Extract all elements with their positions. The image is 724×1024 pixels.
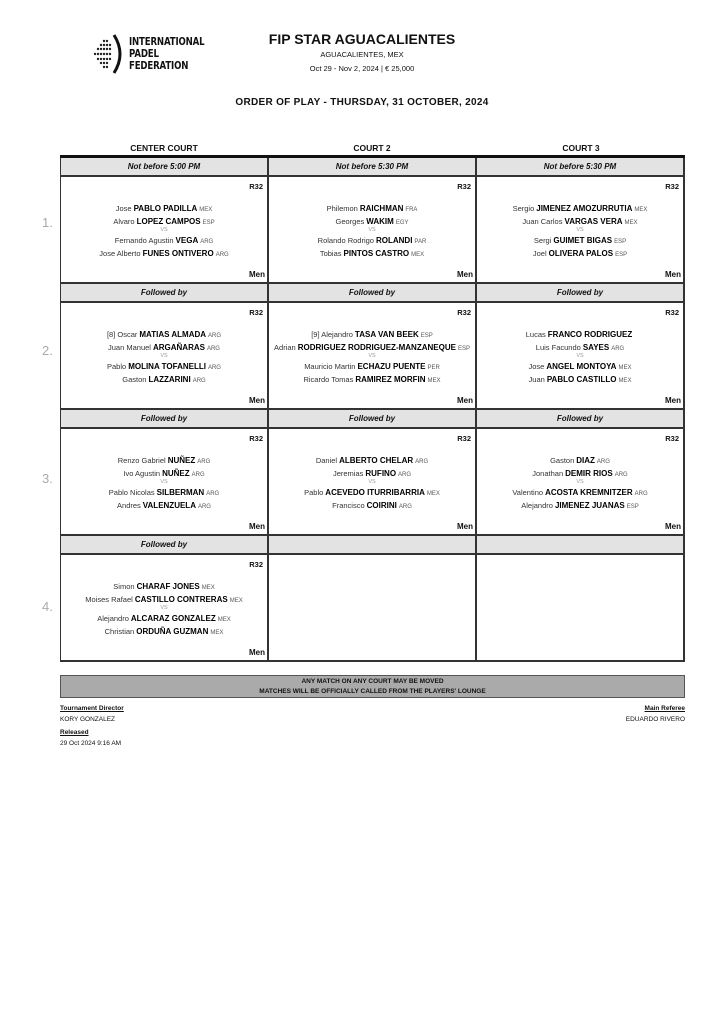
player-last-name: JIMENEZ JUANAS (554, 501, 625, 510)
player-nation: ARG (208, 333, 222, 339)
player (265, 203, 479, 214)
match-body (477, 555, 683, 662)
player-last-name: OLIVERA PALOS (548, 249, 614, 258)
player-first-name: Juan Carlos (522, 217, 563, 226)
tournament-title: FIP STAR AGUACALIENTES (268, 31, 456, 47)
player (473, 468, 687, 479)
match-cell (269, 158, 477, 284)
player-first-name: Jose (528, 362, 545, 371)
player-last-name: FUNES ONTIVERO (142, 249, 214, 258)
player-first-name: Adrian (274, 343, 296, 352)
tournament-location: AGUACALIENTES, MEX (320, 50, 404, 59)
player-nation: ARG (398, 504, 412, 510)
player-first-name: Juan Manuel (108, 343, 151, 352)
player-last-name: NUÑEZ (167, 456, 196, 465)
round-label: R32 (665, 182, 679, 191)
match-body (61, 177, 267, 284)
match-time (477, 536, 683, 555)
player-first-name: Pablo (304, 488, 324, 497)
player-nation: ARG (215, 252, 229, 258)
player (473, 235, 687, 246)
match-cell (477, 158, 685, 284)
player (57, 361, 271, 372)
player-last-name: MATIAS ALMADA (139, 330, 207, 339)
player (473, 329, 687, 340)
player-last-name: PABLO PADILLA (133, 204, 198, 213)
player (473, 374, 687, 385)
notice-line: MATCHES WILL BE OFFICIALLY CALLED FROM THE PLAYERS' LOUNGE (259, 688, 486, 695)
director-name: KORY GONZALEZ (60, 716, 116, 723)
player-first-name: Fernando Agustin (114, 236, 174, 245)
released-time: 29 Oct 2024 9:16 AM (60, 740, 122, 747)
player-nation: MEX (618, 378, 632, 384)
player (473, 487, 687, 498)
player-nation: ARG (634, 491, 648, 497)
round-label: R32 (249, 308, 263, 317)
player (473, 500, 687, 511)
match-time: Followed by (61, 410, 267, 429)
player-nation: PER (427, 365, 440, 371)
player-first-name: Oscar (117, 330, 138, 339)
vs-label: VS (160, 479, 168, 485)
round-label: R32 (457, 434, 471, 443)
player-nation: ARG (614, 472, 628, 478)
player (265, 216, 479, 227)
match-body (61, 555, 267, 662)
player-nation: MEX (624, 220, 638, 226)
player-first-name: Alejandro (521, 501, 553, 510)
vs-label: VS (160, 605, 168, 611)
player (473, 216, 687, 227)
player-first-name: Alejandro (97, 614, 129, 623)
player-nation: MEX (634, 207, 648, 213)
logo-line: PADEL (129, 47, 159, 60)
player-first-name: Daniel (315, 456, 338, 465)
vs-label: VS (160, 227, 168, 233)
player (57, 487, 271, 498)
match-time: Followed by (269, 410, 475, 429)
player-first-name: Gaston (550, 456, 575, 465)
match-body (269, 429, 475, 536)
category-label: Men (249, 648, 265, 657)
round-label: R32 (665, 434, 679, 443)
player-last-name: SILBERMAN (156, 488, 205, 497)
player-nation: ARG (207, 365, 221, 371)
player-nation: ESP (202, 220, 215, 226)
vs-label: VS (576, 353, 584, 359)
player-first-name: Pablo Nicolas (108, 488, 155, 497)
player-last-name: DEMIR RIOS (565, 469, 613, 478)
court-header: COURT 2 (353, 143, 391, 153)
player-nation: PAR (414, 239, 427, 245)
round-label: R32 (249, 560, 263, 569)
player (57, 329, 271, 340)
player-nation: MEX (426, 491, 440, 497)
player-nation: ESP (420, 333, 433, 339)
player-last-name: RAMIREZ MORFIN (355, 375, 426, 384)
player-first-name: Valentino (512, 488, 544, 497)
player-first-name: Pablo (107, 362, 127, 371)
player (265, 455, 479, 466)
player-first-name: Simon (113, 582, 135, 591)
player-last-name: LOPEZ CAMPOS (136, 217, 201, 226)
category-label: Men (249, 396, 265, 405)
vs-label: VS (576, 227, 584, 233)
match-cell (61, 284, 269, 410)
player (265, 329, 479, 340)
order-of-play-grid (60, 155, 685, 662)
player-nation: ARG (197, 459, 211, 465)
match-time: Followed by (477, 410, 683, 429)
player-first-name: Ricardo Tomas (303, 375, 354, 384)
vs-label: VS (160, 353, 168, 359)
player-nation: MEX (229, 598, 243, 604)
player-first-name: Georges (335, 217, 365, 226)
player-last-name: RUFINO (365, 469, 397, 478)
player-seed: [8] (106, 330, 118, 339)
player-last-name: ACOSTA KREMNITZER (545, 488, 633, 497)
player-first-name: Mauricio Martin (304, 362, 356, 371)
match-time: Followed by (269, 284, 475, 303)
player (57, 342, 271, 353)
category-label: Men (665, 396, 681, 405)
player (265, 342, 479, 353)
player (57, 203, 271, 214)
player (473, 248, 687, 259)
vs-label: VS (368, 479, 376, 485)
match-time: Not before 5:30 PM (269, 158, 475, 177)
match-slot (60, 536, 685, 662)
player (57, 248, 271, 259)
player-first-name: Francisco (332, 501, 365, 510)
player (265, 361, 479, 372)
player-last-name: ACEVEDO ITURRIBARRIA (325, 488, 425, 497)
player-first-name: Lucas (525, 330, 546, 339)
player (57, 594, 271, 605)
round-label: R32 (249, 182, 263, 191)
player (57, 626, 271, 637)
notice-box (60, 675, 685, 698)
player (265, 235, 479, 246)
round-label: R32 (457, 182, 471, 191)
player (473, 203, 687, 214)
empty-cell (269, 536, 477, 662)
vs-label: VS (368, 353, 376, 359)
player-last-name: ANGEL MONTOYA (546, 362, 617, 371)
match-body (61, 429, 267, 536)
player-first-name: Jose Alberto (99, 249, 141, 258)
player (57, 500, 271, 511)
player-nation: MEX (201, 585, 215, 591)
category-label: Men (457, 522, 473, 531)
player-first-name: Sergio (512, 204, 535, 213)
match-cell (61, 158, 269, 284)
player (57, 216, 271, 227)
player-last-name: MOLINA TOFANELLI (128, 362, 206, 371)
player-nation: ESP (615, 252, 628, 258)
match-time: Not before 5:30 PM (477, 158, 683, 177)
player-nation: EGY (395, 220, 409, 226)
player-first-name: Moises Rafael (85, 595, 133, 604)
player-nation: ARG (206, 491, 220, 497)
match-time: Followed by (61, 284, 267, 303)
slot-number: 2. (42, 343, 53, 358)
player-last-name: VARGAS VERA (564, 217, 623, 226)
player-last-name: ORDUÑA GUZMAN (136, 627, 209, 636)
player-last-name: TASA VAN BEEK (354, 330, 419, 339)
tournament-dates: Oct 29 - Nov 2, 2024 | € 25,000 (309, 64, 415, 73)
player-first-name: Philemon (326, 204, 358, 213)
player-nation: ARG (415, 459, 429, 465)
match-cell (269, 410, 477, 536)
category-label: Men (665, 522, 681, 531)
player-first-name: Luis Facundo (535, 343, 581, 352)
player-first-name: Jeremias (332, 469, 364, 478)
player (57, 468, 271, 479)
player-nation: ARG (398, 472, 412, 478)
player-nation: FRA (405, 207, 418, 213)
match-cell (61, 410, 269, 536)
player (265, 500, 479, 511)
match-body (269, 177, 475, 284)
round-label: R32 (665, 308, 679, 317)
slot-number: 3. (42, 471, 53, 486)
player-first-name: Jose (115, 204, 132, 213)
match-time (269, 536, 475, 555)
released-label: Released (60, 729, 89, 736)
player-last-name: VEGA (175, 236, 199, 245)
category-label: Men (249, 270, 265, 279)
player (473, 361, 687, 372)
player-last-name: ECHAZU PUENTE (357, 362, 426, 371)
player-nation: MEX (427, 378, 441, 384)
round-label: R32 (249, 434, 263, 443)
player (57, 613, 271, 624)
vs-label: VS (576, 479, 584, 485)
player (57, 374, 271, 385)
player-last-name: DIAZ (576, 456, 595, 465)
player (265, 468, 479, 479)
player-last-name: RODRIGUEZ RODRIGUEZ-MANZANEQUE (297, 343, 456, 352)
player-nation: ESP (626, 504, 639, 510)
player-last-name: ALCARAZ GONZALEZ (130, 614, 216, 623)
match-time: Not before 5:00 PM (61, 158, 267, 177)
player-first-name: Gaston (122, 375, 147, 384)
player-first-name: Ivo Agustin (123, 469, 161, 478)
director-label: Tournament Director (60, 705, 124, 712)
player-first-name: Jonathan (532, 469, 564, 478)
player-nation: MEX (199, 207, 213, 213)
match-time: Followed by (477, 284, 683, 303)
slot-number: 4. (42, 599, 53, 614)
logo-line: FEDERATION (129, 59, 189, 72)
player-seed: [9] (311, 330, 322, 339)
player-last-name: VALENZUELA (142, 501, 196, 510)
category-label: Men (249, 522, 265, 531)
empty-cell (477, 536, 685, 662)
player-last-name: ALBERTO CHELAR (339, 456, 414, 465)
referee-label: Main Referee (644, 705, 685, 712)
player-last-name: CASTILLO CONTRERAS (134, 595, 228, 604)
match-slot (60, 284, 685, 410)
player (57, 235, 271, 246)
player-nation: ARG (611, 346, 625, 352)
player-nation: ARG (197, 504, 211, 510)
player-first-name: Christian (104, 627, 135, 636)
player (265, 374, 479, 385)
player (57, 455, 271, 466)
order-of-play-title: ORDER OF PLAY - THURSDAY, 31 OCTOBER, 2024 (235, 97, 489, 108)
player-nation: MEX (217, 617, 231, 623)
player-last-name: WAKIM (366, 217, 394, 226)
match-slot (60, 158, 685, 284)
category-label: Men (665, 270, 681, 279)
player-nation: MEX (618, 365, 632, 371)
player-last-name: ARGAÑARAS (152, 343, 205, 352)
player-first-name: Tobias (319, 249, 342, 258)
referee-name: EDUARDO RIVERO (625, 716, 685, 723)
player-nation: ARG (200, 239, 214, 245)
player (265, 248, 479, 259)
match-cell (477, 284, 685, 410)
match-slot (60, 410, 685, 536)
player-nation: ESP (457, 346, 470, 352)
match-body (61, 303, 267, 410)
player-nation: MEX (210, 630, 224, 636)
match-body (477, 177, 683, 284)
player-nation: ARG (192, 378, 206, 384)
match-body (269, 555, 475, 662)
player-first-name: Andres (117, 501, 141, 510)
player-last-name: PINTOS CASTRO (343, 249, 410, 258)
category-label: Men (457, 270, 473, 279)
player-first-name: Alvaro (113, 217, 135, 226)
player-first-name: Joel (532, 249, 547, 258)
court-header: COURT 3 (562, 143, 600, 153)
player-first-name: Renzo Gabriel (117, 456, 166, 465)
logo-line: INTERNATIONAL (129, 35, 205, 48)
slot-number: 1. (42, 215, 53, 230)
player-nation: ARG (206, 346, 220, 352)
player-last-name: FRANCO RODRIGUEZ (547, 330, 633, 339)
player-last-name: RAICHMAN (359, 204, 404, 213)
player-first-name: Juan (528, 375, 545, 384)
player (57, 581, 271, 592)
player-first-name: Sergi (533, 236, 552, 245)
player-nation: ARG (191, 472, 205, 478)
player (473, 342, 687, 353)
player-first-name: Alejandro (321, 330, 353, 339)
match-cell (477, 410, 685, 536)
player-last-name: GUIMET BIGAS (553, 236, 613, 245)
notice-line: ANY MATCH ON ANY COURT MAY BE MOVED (301, 678, 444, 685)
player-last-name: SAYES (582, 343, 610, 352)
player (265, 487, 479, 498)
player-first-name: Rolando Rodrigo (317, 236, 374, 245)
player-nation: ESP (614, 239, 627, 245)
player-last-name: LAZZARINI (148, 375, 191, 384)
player-nation: MEX (411, 252, 425, 258)
round-label: R32 (457, 308, 471, 317)
player (473, 455, 687, 466)
player-last-name: ROLANDI (375, 236, 413, 245)
player-last-name: JIMENEZ AMOZURRUTIA (536, 204, 633, 213)
vs-label: VS (368, 227, 376, 233)
court-header: CENTER COURT (130, 143, 198, 153)
player-last-name: NUÑEZ (162, 469, 190, 478)
player-last-name: CHARAF JONES (136, 582, 200, 591)
match-body (477, 303, 683, 410)
category-label: Men (457, 396, 473, 405)
match-cell (61, 536, 269, 662)
match-body (477, 429, 683, 536)
player-last-name: COIRINI (366, 501, 397, 510)
player-nation: ARG (596, 459, 610, 465)
match-cell (269, 284, 477, 410)
match-body (269, 303, 475, 410)
player-last-name: PABLO CASTILLO (546, 375, 617, 384)
match-time: Followed by (61, 536, 267, 555)
